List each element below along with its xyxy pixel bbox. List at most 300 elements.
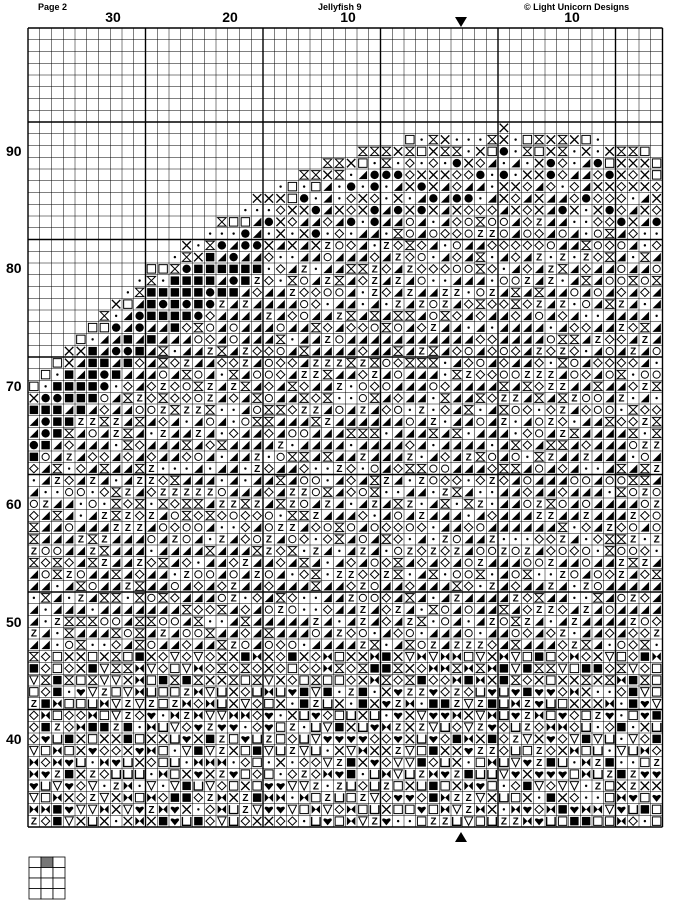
stitch-heart-icon xyxy=(429,736,437,743)
stitch-circle-open-icon xyxy=(66,524,73,531)
stitch-hourglass-icon xyxy=(335,535,343,543)
stitch-circle-solid-icon xyxy=(500,147,508,155)
stitch-circle-open-icon xyxy=(383,383,390,390)
stitch-circle-open-icon xyxy=(430,230,437,237)
stitch-circle-solid-icon xyxy=(135,312,143,320)
stitch-square-open-icon xyxy=(523,135,531,143)
stitch-triangle-half-icon xyxy=(547,476,555,484)
stitch-dot-icon xyxy=(232,761,234,763)
stitch-triangle-half-icon xyxy=(206,359,214,367)
stitch-triangle-half-icon xyxy=(124,605,132,613)
stitch-Z-icon: Z xyxy=(453,287,460,299)
stitch-diamond-open-icon xyxy=(453,312,461,320)
stitch-bowtie-icon xyxy=(124,793,132,801)
stitch-diamond-open-icon xyxy=(558,641,566,649)
stitch-Z-icon: Z xyxy=(301,487,308,499)
stitch-triangle-half-icon xyxy=(453,441,461,449)
stitch-diamond-open-icon xyxy=(124,453,132,461)
stitch-circle-open-icon xyxy=(89,583,96,590)
stitch-circle-open-icon xyxy=(359,594,366,601)
stitch-hourglass-icon xyxy=(30,558,38,566)
stitch-square-open-icon xyxy=(147,265,155,273)
stitch-square-solid-icon xyxy=(206,253,214,261)
stitch-triangle-half-icon xyxy=(276,464,284,472)
stitch-Z-icon: Z xyxy=(336,628,343,640)
stitch-triangle-half-icon xyxy=(500,500,508,508)
stitch-hourglass-icon xyxy=(417,617,425,625)
column-number-30: 30 xyxy=(105,9,121,25)
stitch-hourglass-icon xyxy=(617,664,625,672)
stitch-bar-U-icon xyxy=(547,817,555,825)
stitch-diamond-open-icon xyxy=(265,382,273,390)
stitch-dot-icon xyxy=(467,326,469,328)
stitch-circle-open-icon xyxy=(336,242,343,249)
stitch-triangle-half-icon xyxy=(511,500,519,508)
stitch-dot-icon xyxy=(655,362,657,364)
stitch-Z-icon: Z xyxy=(312,358,319,370)
stitch-triangle-open-icon xyxy=(605,652,613,660)
stitch-triangle-half-icon xyxy=(500,323,508,331)
stitch-diamond-open-icon xyxy=(511,582,519,590)
stitch-hourglass-icon xyxy=(100,312,108,320)
stitch-triangle-half-icon xyxy=(147,417,155,425)
stitch-triangle-half-icon xyxy=(570,265,578,273)
stitch-triangle-half-icon xyxy=(453,276,461,284)
stitch-triangle-half-icon xyxy=(617,347,625,355)
stitch-diamond-open-icon xyxy=(159,664,167,672)
stitch-diamond-open-icon xyxy=(453,229,461,237)
stitch-triangle-open-icon xyxy=(652,699,660,707)
stitch-hourglass-icon xyxy=(323,488,331,496)
stitch-x-mark-icon xyxy=(312,241,320,249)
stitch-dot-icon xyxy=(432,221,434,223)
stitch-triangle-half-icon xyxy=(312,558,320,566)
stitch-dot-icon xyxy=(550,256,552,258)
stitch-heart-icon xyxy=(394,795,402,802)
stitch-triangle-half-icon xyxy=(159,547,167,555)
stitch-dot-icon xyxy=(162,714,164,716)
stitch-Z-icon: Z xyxy=(89,546,96,558)
stitch-triangle-half-icon xyxy=(394,288,402,296)
stitch-triangle-half-icon xyxy=(406,605,414,613)
stitch-triangle-half-icon xyxy=(547,488,555,496)
stitch-triangle-open-icon xyxy=(147,782,155,790)
stitch-triangle-half-icon xyxy=(558,218,566,226)
stitch-x-mark-icon xyxy=(229,746,237,754)
stitch-dot-icon xyxy=(444,420,446,422)
stitch-circle-open-icon xyxy=(606,606,613,613)
stitch-dot-icon xyxy=(303,597,305,599)
stitch-triangle-half-icon xyxy=(323,547,331,555)
stitch-hourglass-icon xyxy=(53,570,61,578)
stitch-hourglass-icon xyxy=(135,582,143,590)
stitch-circle-open-icon xyxy=(653,512,660,519)
stitch-triangle-half-icon xyxy=(124,641,132,649)
stitch-triangle-half-icon xyxy=(558,558,566,566)
stitch-square-open-icon xyxy=(394,782,402,790)
stitch-triangle-half-icon xyxy=(476,605,484,613)
stitch-triangle-half-icon xyxy=(218,570,226,578)
stitch-triangle-half-icon xyxy=(464,394,472,402)
stitch-hourglass-icon xyxy=(417,359,425,367)
stitch-square-open-icon xyxy=(335,817,343,825)
stitch-hourglass-icon xyxy=(182,511,190,519)
stitch-Z-icon: Z xyxy=(547,605,554,617)
stitch-hourglass-icon xyxy=(65,676,73,684)
stitch-dot-icon xyxy=(655,397,657,399)
stitch-triangle-open-icon xyxy=(511,664,519,672)
stitch-square-solid-icon xyxy=(135,652,143,660)
stitch-diamond-open-icon xyxy=(300,464,308,472)
stitch-heart-icon xyxy=(194,724,202,731)
stitch-circle-open-icon xyxy=(207,418,214,425)
stitch-triangle-half-icon xyxy=(253,488,261,496)
stitch-dot-icon xyxy=(80,503,82,505)
stitch-heart-icon xyxy=(335,771,343,778)
stitch-circle-open-icon xyxy=(594,242,601,249)
stitch-triangle-half-icon xyxy=(265,288,273,296)
stitch-triangle-half-icon xyxy=(394,453,402,461)
stitch-bowtie-icon xyxy=(441,805,449,813)
stitch-diamond-open-icon xyxy=(523,206,531,214)
stitch-triangle-half-icon xyxy=(605,382,613,390)
stitch-Z-icon: Z xyxy=(512,816,519,828)
stitch-diamond-open-icon xyxy=(641,288,649,296)
stitch-triangle-half-icon xyxy=(359,523,367,531)
stitch-triangle-half-icon xyxy=(429,453,437,461)
stitch-triangle-half-icon xyxy=(582,629,590,637)
stitch-circle-solid-icon xyxy=(582,194,590,202)
row-number-80: 80 xyxy=(6,260,22,276)
stitch-Z-icon: Z xyxy=(512,593,519,605)
stitch-bar-U-icon xyxy=(417,735,425,743)
stitch-triangle-half-icon xyxy=(605,441,613,449)
stitch-triangle-half-icon xyxy=(323,265,331,273)
stitch-triangle-half-icon xyxy=(558,241,566,249)
stitch-hourglass-icon xyxy=(429,570,437,578)
stitch-triangle-half-icon xyxy=(182,335,190,343)
stitch-diamond-open-icon xyxy=(488,241,496,249)
stitch-Z-icon: Z xyxy=(254,276,261,288)
stitch-dot-icon xyxy=(315,467,317,469)
stitch-dot-icon xyxy=(115,385,117,387)
stitch-diamond-open-icon xyxy=(147,394,155,402)
stitch-Z-icon: Z xyxy=(359,793,366,805)
stitch-Z-icon: Z xyxy=(148,464,155,476)
stitch-square-open-icon xyxy=(535,147,543,155)
stitch-square-solid-icon xyxy=(617,770,625,778)
stitch-dot-icon xyxy=(291,796,293,798)
stitch-diamond-open-icon xyxy=(453,476,461,484)
stitch-dot-icon xyxy=(33,597,35,599)
stitch-diamond-open-icon xyxy=(171,500,179,508)
stitch-diamond-open-icon xyxy=(159,417,167,425)
stitch-bowtie-icon xyxy=(547,805,555,813)
stitch-triangle-open-icon xyxy=(265,746,273,754)
stitch-circle-open-icon xyxy=(42,547,49,554)
stitch-circle-open-icon xyxy=(489,547,496,554)
stitch-triangle-half-icon xyxy=(594,347,602,355)
stitch-diamond-open-icon xyxy=(229,359,237,367)
stitch-dot-icon xyxy=(432,491,434,493)
stitch-hourglass-icon xyxy=(300,511,308,519)
stitch-bowtie-icon xyxy=(41,805,49,813)
stitch-hourglass-icon xyxy=(535,135,543,143)
stitch-square-solid-icon xyxy=(171,276,179,284)
stitch-circle-open-icon xyxy=(324,254,331,261)
stitch-triangle-half-icon xyxy=(147,629,155,637)
stitch-triangle-half-icon xyxy=(77,453,85,461)
stitch-dot-icon xyxy=(608,749,610,751)
stitch-circle-open-icon xyxy=(336,336,343,343)
stitch-triangle-half-icon xyxy=(65,535,73,543)
stitch-x-mark-icon xyxy=(335,699,343,707)
stitch-triangle-open-icon xyxy=(629,735,637,743)
stitch-triangle-half-icon xyxy=(406,276,414,284)
stitch-triangle-half-icon xyxy=(77,558,85,566)
stitch-bar-U-icon xyxy=(194,782,202,790)
stitch-diamond-open-icon xyxy=(535,359,543,367)
stitch-circle-solid-icon xyxy=(41,429,49,437)
stitch-circle-open-icon xyxy=(536,430,543,437)
stitch-triangle-half-icon xyxy=(300,629,308,637)
stitch-triangle-half-icon xyxy=(276,629,284,637)
stitch-circle-open-icon xyxy=(606,477,613,484)
stitch-circle-open-icon xyxy=(406,230,413,237)
copyright-notice: © Light Unicorn Designs xyxy=(524,2,630,12)
stitch-triangle-half-icon xyxy=(112,558,120,566)
stitch-hourglass-icon xyxy=(652,382,660,390)
stitch-Z-icon: Z xyxy=(641,487,648,499)
stitch-diamond-open-icon xyxy=(288,735,296,743)
stitch-triangle-half-icon xyxy=(547,229,555,237)
stitch-square-open-icon xyxy=(229,735,237,743)
stitch-dot-icon xyxy=(268,456,270,458)
stitch-diamond-open-icon xyxy=(641,629,649,637)
stitch-square-open-icon xyxy=(65,746,73,754)
stitch-Z-icon: Z xyxy=(207,722,214,734)
stitch-triangle-half-icon xyxy=(594,417,602,425)
stitch-x-mark-icon xyxy=(394,147,402,155)
stitch-triangle-half-icon xyxy=(464,253,472,261)
stitch-diamond-open-icon xyxy=(112,746,120,754)
stitch-circle-open-icon xyxy=(265,512,272,519)
stitch-diamond-open-icon xyxy=(171,523,179,531)
stitch-dot-icon xyxy=(432,538,434,540)
stitch-diamond-open-icon xyxy=(288,676,296,684)
stitch-heart-icon xyxy=(429,713,437,720)
stitch-triangle-open-icon xyxy=(206,746,214,754)
stitch-diamond-open-icon xyxy=(535,229,543,237)
stitch-Z-icon: Z xyxy=(477,746,484,758)
stitch-diamond-open-icon xyxy=(605,335,613,343)
stitch-diamond-open-icon xyxy=(406,441,414,449)
stitch-circle-open-icon xyxy=(359,630,366,637)
stitch-circle-open-icon xyxy=(512,571,519,578)
stitch-triangle-half-icon xyxy=(218,558,226,566)
stitch-hourglass-icon xyxy=(453,664,461,672)
stitch-dot-icon xyxy=(467,150,469,152)
stitch-triangle-half-icon xyxy=(652,558,660,566)
stitch-circle-open-icon xyxy=(465,348,472,355)
stitch-diamond-open-icon xyxy=(182,394,190,402)
stitch-triangle-half-icon xyxy=(218,323,226,331)
stitch-circle-open-icon xyxy=(559,500,566,507)
stitch-heart-icon xyxy=(65,807,73,814)
stitch-circle-open-icon xyxy=(195,336,202,343)
stitch-circle-open-icon xyxy=(524,477,531,484)
stitch-diamond-open-icon xyxy=(652,182,660,190)
stitch-Z-icon: Z xyxy=(453,699,460,711)
stitch-triangle-half-icon xyxy=(335,441,343,449)
stitch-hourglass-icon xyxy=(276,406,284,414)
stitch-hourglass-icon xyxy=(476,394,484,402)
stitch-x-mark-icon xyxy=(194,735,202,743)
stitch-triangle-half-icon xyxy=(159,570,167,578)
stitch-circle-open-icon xyxy=(442,618,449,625)
stitch-circle-open-icon xyxy=(583,500,590,507)
stitch-diamond-open-icon xyxy=(453,218,461,226)
stitch-triangle-half-icon xyxy=(347,406,355,414)
stitch-square-solid-icon xyxy=(88,664,96,672)
stitch-triangle-half-icon xyxy=(288,617,296,625)
stitch-diamond-open-icon xyxy=(347,194,355,202)
stitch-triangle-half-icon xyxy=(100,605,108,613)
stitch-triangle-half-icon xyxy=(88,464,96,472)
stitch-circle-open-icon xyxy=(653,489,660,496)
stitch-Z-icon: Z xyxy=(571,393,578,405)
stitch-bowtie-icon xyxy=(535,711,543,719)
stitch-square-open-icon xyxy=(605,782,613,790)
stitch-square-open-icon xyxy=(77,676,85,684)
stitch-circle-solid-icon xyxy=(159,300,167,308)
stitch-triangle-half-icon xyxy=(229,476,237,484)
stitch-triangle-half-icon xyxy=(594,276,602,284)
stitch-hourglass-icon xyxy=(135,417,143,425)
stitch-diamond-open-icon xyxy=(359,570,367,578)
stitch-Z-icon: Z xyxy=(418,769,425,781)
stitch-hourglass-icon xyxy=(194,617,202,625)
stitch-circle-open-icon xyxy=(512,406,519,413)
stitch-diamond-open-icon xyxy=(382,406,390,414)
stitch-diamond-open-icon xyxy=(288,406,296,414)
stitch-hourglass-icon xyxy=(605,300,613,308)
stitch-diamond-open-icon xyxy=(135,441,143,449)
stitch-diamond-open-icon xyxy=(417,265,425,273)
stitch-heart-icon xyxy=(276,807,284,814)
stitch-triangle-half-icon xyxy=(629,605,637,613)
stitch-triangle-half-icon xyxy=(441,441,449,449)
stitch-triangle-half-icon xyxy=(488,558,496,566)
stitch-hourglass-icon xyxy=(323,453,331,461)
stitch-triangle-half-icon xyxy=(41,476,49,484)
stitch-Z-icon: Z xyxy=(418,722,425,734)
stitch-hourglass-icon xyxy=(558,147,566,155)
stitch-dot-icon xyxy=(585,785,587,787)
stitch-triangle-half-icon xyxy=(265,558,273,566)
stitch-dot-icon xyxy=(162,279,164,281)
stitch-square-open-icon xyxy=(135,793,143,801)
stitch-hourglass-icon xyxy=(488,135,496,143)
stitch-hourglass-icon xyxy=(500,464,508,472)
stitch-dot-icon xyxy=(279,256,281,258)
stitch-triangle-half-icon xyxy=(488,159,496,167)
stitch-circle-open-icon xyxy=(618,477,625,484)
stitch-hourglass-icon xyxy=(370,394,378,402)
stitch-triangle-half-icon xyxy=(241,570,249,578)
stitch-Z-icon: Z xyxy=(359,616,366,628)
stitch-diamond-open-icon xyxy=(523,265,531,273)
stitch-square-open-icon xyxy=(406,135,414,143)
stitch-dot-icon xyxy=(385,714,387,716)
stitch-Z-icon: Z xyxy=(536,252,543,264)
stitch-triangle-half-icon xyxy=(535,335,543,343)
stitch-Z-icon: Z xyxy=(336,358,343,370)
stitch-x-mark-icon xyxy=(641,206,649,214)
stitch-square-open-icon xyxy=(147,676,155,684)
stitch-diamond-open-icon xyxy=(30,511,38,519)
stitch-triangle-half-icon xyxy=(417,488,425,496)
stitch-x-mark-icon xyxy=(124,746,132,754)
stitch-circle-open-icon xyxy=(195,371,202,378)
stitch-diamond-open-icon xyxy=(218,511,226,519)
stitch-diamond-open-icon xyxy=(382,288,390,296)
stitch-dot-icon xyxy=(526,538,528,540)
stitch-Z-icon: Z xyxy=(89,793,96,805)
stitch-x-mark-icon xyxy=(535,171,543,179)
stitch-dot-icon xyxy=(491,573,493,575)
stitch-hourglass-icon xyxy=(300,347,308,355)
stitch-heart-icon xyxy=(570,807,578,814)
stitch-bowtie-icon xyxy=(30,770,38,778)
stitch-circle-solid-icon xyxy=(253,241,261,249)
stitch-Z-icon: Z xyxy=(312,616,319,628)
page-label: Page 2 xyxy=(38,2,68,12)
stitch-triangle-half-icon xyxy=(312,429,320,437)
stitch-x-mark-icon xyxy=(641,171,649,179)
stitch-hourglass-icon xyxy=(535,288,543,296)
stitch-triangle-open-icon xyxy=(53,782,61,790)
stitch-diamond-open-icon xyxy=(488,335,496,343)
stitch-circle-open-icon xyxy=(265,371,272,378)
stitch-triangle-half-icon xyxy=(629,464,637,472)
stitch-diamond-open-icon xyxy=(464,300,472,308)
stitch-triangle-half-icon xyxy=(323,347,331,355)
stitch-triangle-half-icon xyxy=(359,312,367,320)
stitch-triangle-half-icon xyxy=(382,312,390,320)
stitch-dot-icon xyxy=(491,491,493,493)
stitch-triangle-half-icon xyxy=(194,464,202,472)
stitch-square-solid-icon xyxy=(182,276,190,284)
stitch-diamond-open-icon xyxy=(382,523,390,531)
stitch-triangle-half-icon xyxy=(488,523,496,531)
stitch-x-mark-icon xyxy=(535,159,543,167)
stitch-bowtie-icon xyxy=(476,676,484,684)
stitch-heart-icon xyxy=(394,736,402,743)
stitch-Z-icon: Z xyxy=(124,699,131,711)
stitch-hourglass-icon xyxy=(500,406,508,414)
stitch-x-mark-icon xyxy=(206,770,214,778)
stitch-triangle-half-icon xyxy=(100,523,108,531)
stitch-triangle-open-icon xyxy=(429,723,437,731)
stitch-Z-icon: Z xyxy=(524,616,531,628)
stitch-square-open-icon xyxy=(171,688,179,696)
page-index-cell xyxy=(53,857,65,868)
stitch-diamond-open-icon xyxy=(641,406,649,414)
stitch-dot-icon xyxy=(573,221,575,223)
stitch-heart-icon xyxy=(171,807,179,814)
stitch-triangle-half-icon xyxy=(453,359,461,367)
